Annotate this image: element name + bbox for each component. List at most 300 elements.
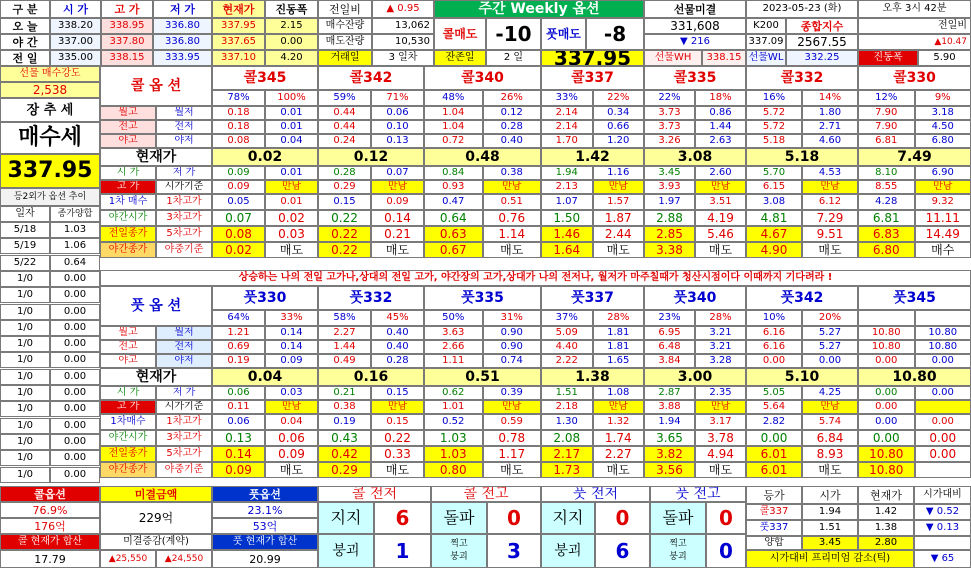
day-val: 0.00 xyxy=(50,369,100,385)
right-sigadaebi-label: 시가대비 xyxy=(914,486,971,504)
header-siga: 시 가 xyxy=(50,0,101,18)
put-cur: 3.00 xyxy=(644,368,746,386)
put-lo: 3.28 xyxy=(695,354,746,368)
call-r2-a: 2.88 xyxy=(644,210,695,226)
call-lo: 0.40 xyxy=(483,134,542,148)
call-hi: 0.44 xyxy=(318,106,371,120)
day-date: 1/0 xyxy=(0,352,50,368)
put-lo: 0.14 xyxy=(265,340,318,354)
day-val: 0.64 xyxy=(50,255,100,271)
header-hyeonjaega: 현재가 xyxy=(212,0,265,18)
put-cur: 5.10 xyxy=(746,368,858,386)
day-val: 0.00 xyxy=(50,336,100,352)
put-r1-a: 0.06 xyxy=(212,414,265,430)
put-si: 5.05 xyxy=(746,386,802,400)
call-r2-a: 0.64 xyxy=(424,210,483,226)
call-r4-a: 0.22 xyxy=(318,242,371,258)
p337-cur: 1.38 xyxy=(858,520,914,536)
call-rlabel: 야간종가 xyxy=(100,242,156,258)
header-date: 2023-05-23 (화) xyxy=(746,0,858,18)
put-lo: 5.27 xyxy=(802,326,858,340)
put-hi: 0.19 xyxy=(212,354,265,368)
yh-cur: 2.80 xyxy=(858,536,914,550)
jinpok-val: 5.90 xyxy=(918,50,971,66)
bottom-migyeol: 미결금액 xyxy=(100,486,212,502)
put-pct2: 53억 xyxy=(212,518,318,534)
day-val: 0.00 xyxy=(50,352,100,368)
header-goga: 고 가 xyxy=(101,0,153,18)
day-date: 1/0 xyxy=(0,401,50,417)
row-label: 야 간 xyxy=(0,34,50,50)
call-strike-p1: 48% xyxy=(424,90,483,106)
k200-val: 337.09 xyxy=(746,34,786,50)
put-lo: 0.09 xyxy=(265,354,318,368)
jonghap-label: 종합지수 xyxy=(786,18,858,34)
put-si: 2.87 xyxy=(644,386,695,400)
janjonil-label: 잔존일 xyxy=(434,50,486,66)
call-label-hi: 야고 xyxy=(100,134,156,148)
call-je: 0.01 xyxy=(265,166,318,180)
put-strike-p1: 37% xyxy=(541,310,593,326)
call-r3-a: 0.63 xyxy=(424,226,483,242)
put-r3-b: 0.33 xyxy=(371,446,424,462)
call-hi: 2.14 xyxy=(541,106,593,120)
cj-label1: 지지 xyxy=(318,502,374,534)
pg-v1: 0 xyxy=(706,502,746,534)
call-gi: 만남 xyxy=(593,180,645,194)
put-r4-a: 0.09 xyxy=(212,462,265,478)
call-go: 0.09 xyxy=(212,180,265,194)
put-r1-a: 0.52 xyxy=(424,414,483,430)
put-lo: 1.81 xyxy=(593,326,645,340)
premium-label: 시가대비 프리미엄 감소(틱) xyxy=(746,550,914,568)
put-strike-name: 풋340 xyxy=(644,286,746,310)
row-cur: 337.10 xyxy=(212,50,265,66)
put-lo: 0.74 xyxy=(483,354,542,368)
call-hi: 7.90 xyxy=(858,120,915,134)
put-lo: 10.80 xyxy=(915,326,971,340)
call-r1-b: 0.01 xyxy=(265,194,318,210)
put-r1-b: 3.17 xyxy=(695,414,746,430)
put-cur: 1.38 xyxy=(541,368,644,386)
call-hi: 7.90 xyxy=(858,106,915,120)
call-rlabel2: 1차고가 xyxy=(156,194,212,210)
premium-val: ▼ 65 xyxy=(914,550,971,568)
call-go: 0.93 xyxy=(424,180,483,194)
call-r1-b: 3.51 xyxy=(695,194,746,210)
call-cur: 0.48 xyxy=(424,148,541,166)
deungga-label: 등가 xyxy=(746,486,802,504)
put-r1-a: 0.19 xyxy=(318,414,371,430)
call-strike-p1: 16% xyxy=(746,90,802,106)
put-hi: 0.69 xyxy=(212,340,265,354)
put-r3-b: 8.93 xyxy=(802,446,858,462)
put-hi: 3.63 xyxy=(424,326,483,340)
put-go: 1.01 xyxy=(424,400,483,414)
put-r4-a: 3.56 xyxy=(644,462,695,478)
call-hi: 0.24 xyxy=(318,134,371,148)
pj-v1: 0 xyxy=(595,502,650,534)
row-label: 오 늘 xyxy=(0,18,50,34)
call-hi: 1.70 xyxy=(541,134,593,148)
header-gubun: 구 분 xyxy=(0,0,50,18)
call-r2-b: 0.02 xyxy=(265,210,318,226)
put-hi: 0.49 xyxy=(318,354,371,368)
put-r3-a: 10.80 xyxy=(858,446,915,462)
call-lo: 0.12 xyxy=(483,106,542,120)
put-hi: 6.16 xyxy=(746,340,802,354)
call-go: 2.13 xyxy=(541,180,593,194)
call-r1-a: 3.08 xyxy=(746,194,802,210)
put-label-lo: 월저 xyxy=(156,326,212,340)
c337-d: ▼ 0.52 xyxy=(914,504,971,520)
row-jin: 0.00 xyxy=(265,34,318,50)
put-r3-b: 4.94 xyxy=(695,446,746,462)
call-r4-b: 매도 xyxy=(371,242,424,258)
strategy-banner: 상승하는 나의 전일 고가나,상대의 전일 고가, 야간장의 고가,상대가 나의 전저나, 월저가 마주칠때가 청산시점이다 이때까지 기다려라 ! xyxy=(100,270,971,286)
put-r4-b: 매도 xyxy=(371,462,424,478)
call-strike-p1: 33% xyxy=(541,90,593,106)
put-r1-b: 0.04 xyxy=(265,414,318,430)
call-r1-a: 1.97 xyxy=(644,194,695,210)
call-hi: 0.18 xyxy=(212,106,265,120)
call-strike-name: 콜330 xyxy=(858,66,971,90)
row-goga: 337.80 xyxy=(101,34,153,50)
call-r2-b: 4.19 xyxy=(695,210,746,226)
put-r1-b: 0.15 xyxy=(371,414,424,430)
day-date: 1/0 xyxy=(0,271,50,287)
put-lo: 1.65 xyxy=(593,354,645,368)
call-r1-a: 0.47 xyxy=(424,194,483,210)
put-title: 풋 옵 션 xyxy=(100,286,212,326)
put-si: 0.21 xyxy=(318,386,371,400)
call-cur: 0.02 xyxy=(212,148,318,166)
call-hi: 0.08 xyxy=(212,134,265,148)
put-r1-b: 0.59 xyxy=(483,414,542,430)
put-r2-a: 0.43 xyxy=(318,430,371,446)
row-goga: 338.95 xyxy=(101,18,153,34)
put-hi: 1.11 xyxy=(424,354,483,368)
put-cur: 0.16 xyxy=(318,368,424,386)
put-strike-p2: 45% xyxy=(371,310,424,326)
header-migyeol: 선물미결 xyxy=(644,0,746,18)
call-jeoga-label: 저 가 xyxy=(156,166,212,180)
call-r2-a: 6.81 xyxy=(858,210,915,226)
call-r4-b: 매도 xyxy=(695,242,746,258)
call-rlabel2: 5차고가 xyxy=(156,226,212,242)
day-val: 0.00 xyxy=(50,467,100,483)
yh-empty xyxy=(914,536,971,550)
put-rlabel2: 5차고가 xyxy=(156,446,212,462)
put-hi: 1.44 xyxy=(318,340,371,354)
put-strike-p2: 31% xyxy=(483,310,542,326)
put-lo: 0.40 xyxy=(371,326,424,340)
put-r4-a: 10.80 xyxy=(858,462,915,478)
put-r2-b: 0.06 xyxy=(265,430,318,446)
row-goga: 338.15 xyxy=(101,50,153,66)
put-r2-b: 0.22 xyxy=(371,430,424,446)
call-lo: 0.66 xyxy=(593,120,645,134)
put-label-hi: 전고 xyxy=(100,340,156,354)
put-r4-b: 매도 xyxy=(483,462,542,478)
call-r3-a: 4.67 xyxy=(746,226,802,242)
call-r1-b: 0.51 xyxy=(483,194,542,210)
call-lo: 0.01 xyxy=(265,120,318,134)
put-r4-a: 1.73 xyxy=(541,462,593,478)
call-lo: 1.20 xyxy=(593,134,645,148)
p337-label: 풋337 xyxy=(746,520,802,536)
call-r4-a: 0.02 xyxy=(212,242,265,258)
put-strike-p2: 20% xyxy=(802,310,858,326)
put-rlabel: 야간종가 xyxy=(100,462,156,478)
call-r1-b: 9.32 xyxy=(915,194,971,210)
put-strike-p2: 28% xyxy=(695,310,746,326)
call-r1-b: 1.57 xyxy=(593,194,645,210)
put-hi: 10.80 xyxy=(858,326,915,340)
day-val: 0.00 xyxy=(50,287,100,303)
call-strike-p2: 71% xyxy=(371,90,424,106)
put-jeoga-label: 저 가 xyxy=(156,386,212,400)
call-sigagijun-label: 시가기준 xyxy=(156,180,212,194)
day-date: 1/0 xyxy=(0,434,50,450)
put-r1-b: 0.00 xyxy=(915,414,971,430)
call-r3-b: 14.49 xyxy=(915,226,971,242)
call-hyeonjaega-label: 현재가 xyxy=(100,148,212,166)
put-je: 4.25 xyxy=(802,386,858,400)
wl-label: 선물WL xyxy=(746,50,786,66)
call-r4-b: 매도 xyxy=(802,242,858,258)
day-date: 1/0 xyxy=(0,385,50,401)
changchuse-label: 장 추 세 xyxy=(0,98,100,122)
put-r2-a: 0.00 xyxy=(746,430,802,446)
put-pct1: 23.1% xyxy=(212,502,318,518)
call-rlabel: 1차 매수 xyxy=(100,194,156,210)
put-r3-b: 1.17 xyxy=(483,446,542,462)
cg-v2: 3 xyxy=(487,534,541,568)
call-si: 0.84 xyxy=(424,166,483,180)
day-val: 0.00 xyxy=(50,271,100,287)
call-strike-name: 콜332 xyxy=(746,66,858,90)
call-r4-a: 3.38 xyxy=(644,242,695,258)
row-cur: 337.95 xyxy=(212,18,265,34)
call-je: 0.38 xyxy=(483,166,542,180)
call-lo: 0.10 xyxy=(371,120,424,134)
call-lo: 0.04 xyxy=(265,134,318,148)
put-strike-name: 풋345 xyxy=(858,286,971,310)
put-je: 1.08 xyxy=(593,386,645,400)
put-r4-b xyxy=(915,462,971,478)
put-r2-b: 6.84 xyxy=(802,430,858,446)
left-big-price: 337.95 xyxy=(0,154,100,188)
put-lo: 0.14 xyxy=(265,326,318,340)
call-r1-a: 1.07 xyxy=(541,194,593,210)
p337-si: 1.51 xyxy=(802,520,858,536)
put-je: 0.15 xyxy=(371,386,424,400)
put-r1-b: 1.32 xyxy=(593,414,645,430)
call-lo: 0.28 xyxy=(483,120,542,134)
put-gi: 만남 xyxy=(483,400,542,414)
put-r2-b: 3.78 xyxy=(695,430,746,446)
call-lo: 0.01 xyxy=(265,106,318,120)
put-go: 2.18 xyxy=(541,400,593,414)
header-jeonilbi-val: ▲ 0.95 xyxy=(372,0,434,18)
call-hi: 0.72 xyxy=(424,134,483,148)
call-go: 0.29 xyxy=(318,180,371,194)
put-r4-a: 6.01 xyxy=(746,462,802,478)
call-r3-a: 1.46 xyxy=(541,226,593,242)
call-je: 0.07 xyxy=(371,166,424,180)
day-val: 0.00 xyxy=(50,418,100,434)
day-val: 0.00 xyxy=(50,450,100,466)
row-label: 전 일 xyxy=(0,50,50,66)
call-r2-b: 7.29 xyxy=(802,210,858,226)
put-r2-a: 2.08 xyxy=(541,430,593,446)
put-strike-name: 풋335 xyxy=(424,286,541,310)
call-r3-a: 0.22 xyxy=(318,226,371,242)
call-pct2: 176억 xyxy=(0,518,100,534)
day-val: 0.00 xyxy=(50,304,100,320)
call-cur: 1.42 xyxy=(541,148,644,166)
call-r2-a: 0.22 xyxy=(318,210,371,226)
call-je: 6.90 xyxy=(915,166,971,180)
put-lo: 0.40 xyxy=(371,340,424,354)
put-je: 0.03 xyxy=(265,386,318,400)
mig-chg2: ▲24,550 xyxy=(156,550,212,568)
call-r2-b: 0.14 xyxy=(371,210,424,226)
put-gi: 만남 xyxy=(695,400,746,414)
put-label-lo: 전저 xyxy=(156,340,212,354)
georaeil-label: 거래일 xyxy=(318,50,372,66)
call-r2-a: 0.07 xyxy=(212,210,265,226)
call-hi: 3.73 xyxy=(644,120,695,134)
put-cur: 0.04 xyxy=(212,368,318,386)
call-lo: 0.06 xyxy=(371,106,424,120)
call-r1-b: 0.09 xyxy=(371,194,424,210)
put-r2-b: 1.74 xyxy=(593,430,645,446)
put-hyeonjaega-label: 현재가 xyxy=(100,368,212,386)
put-cur: 0.51 xyxy=(424,368,541,386)
call-r3-a: 6.83 xyxy=(858,226,915,242)
day-date: 5/18 xyxy=(0,222,50,238)
call-strike-name: 콜340 xyxy=(424,66,541,90)
put-strike-name: 풋330 xyxy=(212,286,318,310)
row-cur: 337.65 xyxy=(212,34,265,50)
call-strike-p1: 22% xyxy=(644,90,695,106)
call-je: 4.53 xyxy=(802,166,858,180)
yanghap-label: 양합 xyxy=(746,536,802,550)
put-hi: 10.80 xyxy=(858,340,915,354)
call-hi: 1.04 xyxy=(424,106,483,120)
day-date: 1/0 xyxy=(0,467,50,483)
wh-val: 338.15 xyxy=(702,50,746,66)
right-cur-label: 현재가 xyxy=(858,486,914,504)
put-go: 0.38 xyxy=(318,400,371,414)
right-siga-label: 시가 xyxy=(802,486,858,504)
put-r1-a: 1.30 xyxy=(541,414,593,430)
call-hi: 0.44 xyxy=(318,120,371,134)
jonggayanghap-label: 종가양합 xyxy=(50,206,100,222)
cj-v2: 1 xyxy=(374,534,431,568)
call-strike-name: 콜335 xyxy=(644,66,746,90)
call-label-hi: 전고 xyxy=(100,120,156,134)
maedo-val: 10,530 xyxy=(372,34,434,50)
put-si: 0.62 xyxy=(424,386,483,400)
migyeol-val: 331,608 xyxy=(644,18,746,34)
put-hi: 5.09 xyxy=(541,326,593,340)
pj-label1: 지지 xyxy=(541,502,595,534)
call-r2-b: 0.76 xyxy=(483,210,542,226)
call-strike-p2: 14% xyxy=(802,90,858,106)
put-jeongo: 풋 전고 xyxy=(650,486,746,502)
mig-chg1: ▲25,550 xyxy=(100,550,156,568)
put-lo: 0.28 xyxy=(371,354,424,368)
put-hi: 1.21 xyxy=(212,326,265,340)
put-label-lo: 야저 xyxy=(156,354,212,368)
call-goga-label: 고 가 xyxy=(100,180,156,194)
call-gi: 만남 xyxy=(483,180,542,194)
put-strike-p1 xyxy=(858,310,915,326)
pg-v2: 0 xyxy=(706,534,746,568)
put-r3-b: 0.09 xyxy=(265,446,318,462)
call-gi: 만남 xyxy=(802,180,858,194)
call-cur: 0.12 xyxy=(318,148,424,166)
put-lo: 1.81 xyxy=(593,340,645,354)
put-lo: 5.27 xyxy=(802,340,858,354)
call-r1-a: 4.28 xyxy=(858,194,915,210)
call-go: 3.93 xyxy=(644,180,695,194)
cj-label2: 붕괴 xyxy=(318,534,374,568)
header-jeoga: 저 가 xyxy=(153,0,212,18)
put-hi: 6.16 xyxy=(746,326,802,340)
call-hi: 2.14 xyxy=(541,120,593,134)
call-sum: 17.79 xyxy=(0,550,100,568)
put-cur: 10.80 xyxy=(858,368,971,386)
put-go: 0.00 xyxy=(858,400,915,414)
yh-si: 3.45 xyxy=(802,536,858,550)
put-si: 0.06 xyxy=(212,386,265,400)
put-go: 3.88 xyxy=(644,400,695,414)
call-strike-p1: 12% xyxy=(858,90,915,106)
call-lo: 1.80 xyxy=(802,106,858,120)
call-je: 1.16 xyxy=(593,166,645,180)
call-r2-a: 4.81 xyxy=(746,210,802,226)
put-je: 2.35 xyxy=(695,386,746,400)
call-r4-b: 매수 xyxy=(915,242,971,258)
call-lo: 2.71 xyxy=(802,120,858,134)
call-hi: 3.73 xyxy=(644,106,695,120)
put-rlabel2: 1차고가 xyxy=(156,414,212,430)
day-date: 1/0 xyxy=(0,304,50,320)
put-label-hi: 야고 xyxy=(100,354,156,368)
put-hi: 6.48 xyxy=(644,340,695,354)
pg-label1: 돌파 xyxy=(650,502,706,534)
call-r4-a: 4.90 xyxy=(746,242,802,258)
call-hi: 5.72 xyxy=(746,120,802,134)
put-hi: 2.22 xyxy=(541,354,593,368)
put-r4-a: 0.80 xyxy=(424,462,483,478)
put-strike-p1: 23% xyxy=(644,310,695,326)
day-date: 1/0 xyxy=(0,287,50,303)
put-r3-b: 2.27 xyxy=(593,446,645,462)
put-rlabel2: 야중기준 xyxy=(156,462,212,478)
c337-label: 콜337 xyxy=(746,504,802,520)
put-r2-b: 0.00 xyxy=(915,430,971,446)
call-strike-p2: 100% xyxy=(265,90,318,106)
call-lo: 0.13 xyxy=(371,134,424,148)
put-r4-b: 매도 xyxy=(593,462,645,478)
put-r3-a: 0.42 xyxy=(318,446,371,462)
cg-v1: 0 xyxy=(487,502,541,534)
